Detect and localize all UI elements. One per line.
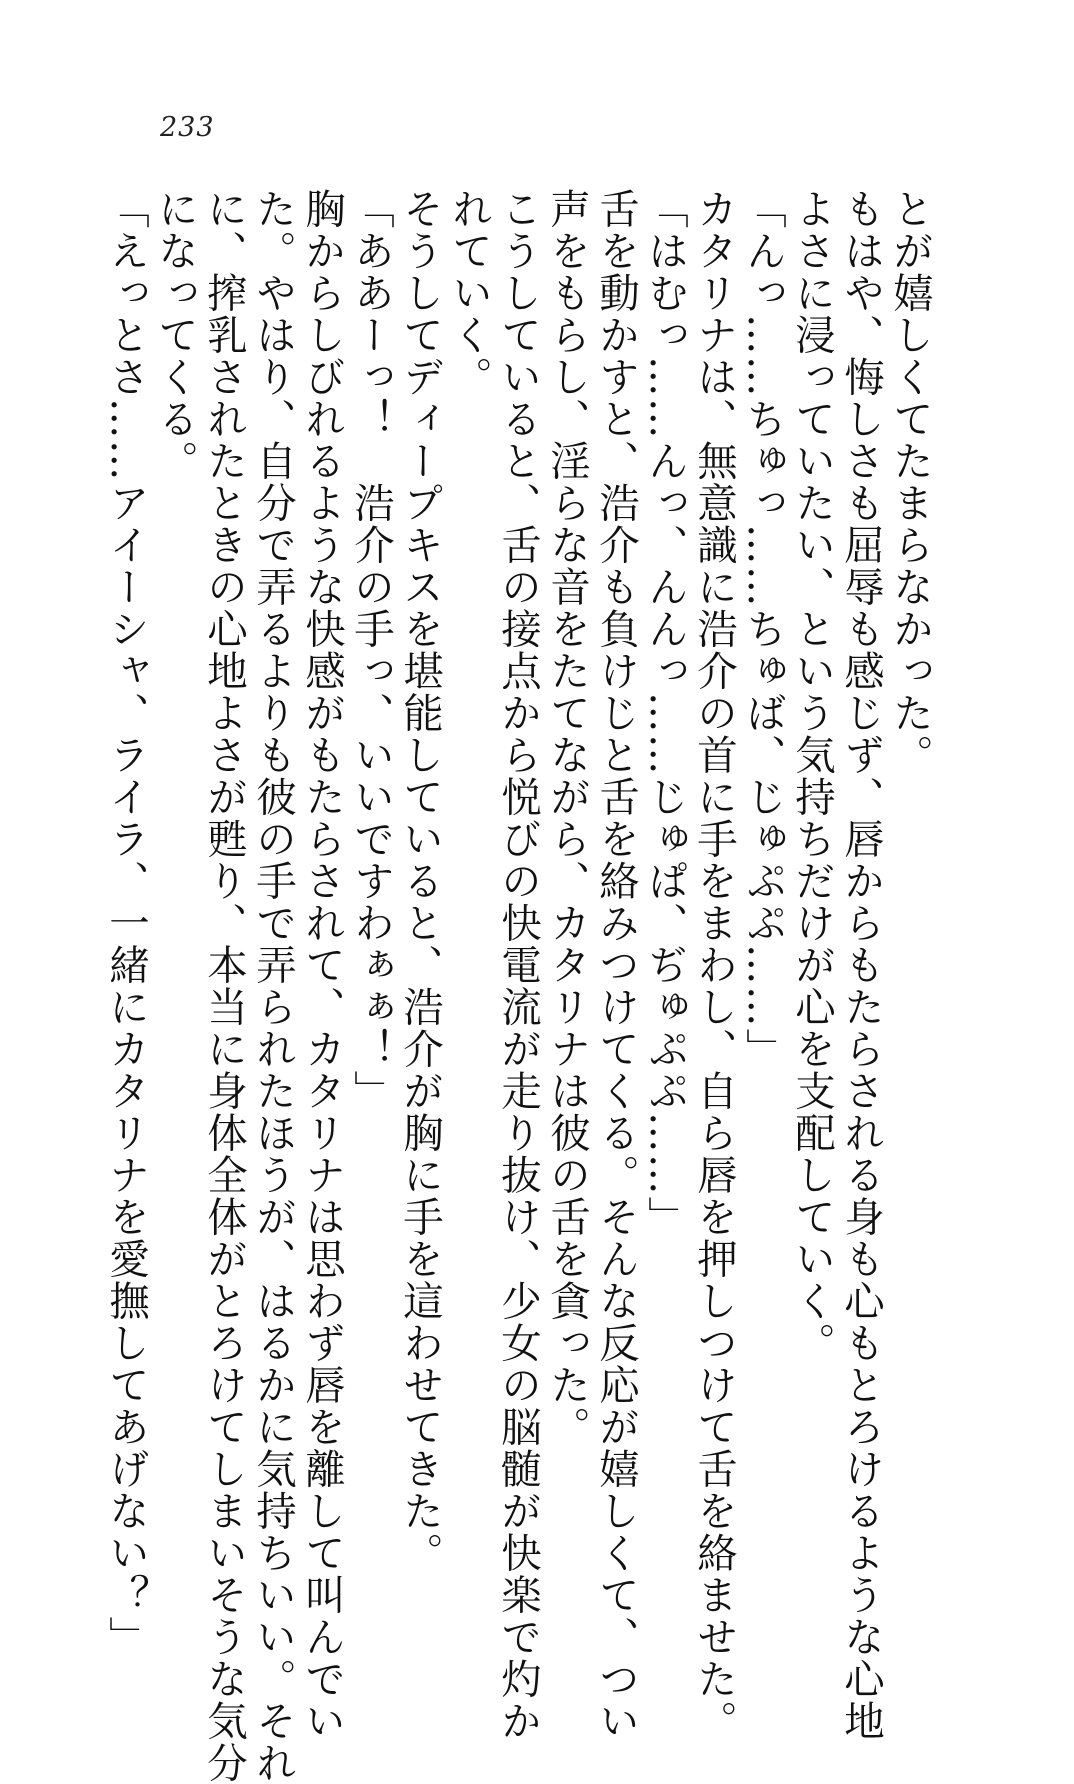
text-line: 「えっとさ……アイーシャ、ライラ、一緒にカタリナを愛撫してあげない？」 [102,188,150,1658]
text-line: こうしていると、舌の接点から悦びの快電流が走り抜け、少女の脳髄が快楽で灼か [494,188,542,1742]
text-line: 「ああーっ！ 浩介の手っ、いいですわぁぁ！」 [347,188,395,1112]
text-line: 胸からしびれるような快感がもたらされて、カタリナは思わず唇を離して叫んでい [298,188,346,1742]
text-line: 声をもらし、淫らな音をたてながら、カタリナは彼の舌を貪った。 [543,188,591,1448]
text-line: とが嬉しくてたまらなかった。 [886,188,934,776]
body-text [101,188,934,1784]
text-line: 舌を動かすと、浩介も負けじと舌を絡みつけてくる。そんな反応が嬉しくて、つい [592,188,640,1742]
text-line: た。やはり、自分で弄るよりも彼の手で弄られたほうが、はるかに気持ちいい。それ [249,188,297,1784]
text-line: カタリナは、無意識に浩介の首に手をまわし、自ら唇を押しつけて舌を絡ませた。 [690,188,738,1742]
text-line: そうしてディープキスを堪能していると、浩介が胸に手を這わせてきた。 [396,188,444,1574]
text-line: れていく。 [445,188,493,398]
page-number: 233 [160,112,215,143]
text-line: に、搾乳されたときの心地よさが甦り、本当に身体全体がとろけてしまいそうな気分 [200,188,248,1784]
text-line: よさに浸っていたい、という気持ちだけが心を支配していく。 [788,188,836,1364]
text-line: 「はむっ……んっ、んんっ……じゅぱ、ぢゅぷぷ……」 [641,188,689,1238]
text-line: 「んっ……ちゅっ……ちゅば、じゅぷぷ……」 [739,188,787,1070]
text-line: になってくる。 [151,188,199,482]
text-line: もはや、悔しさも屈辱も感じず、唇からもたらされる身も心もとろけるような心地 [837,188,885,1742]
